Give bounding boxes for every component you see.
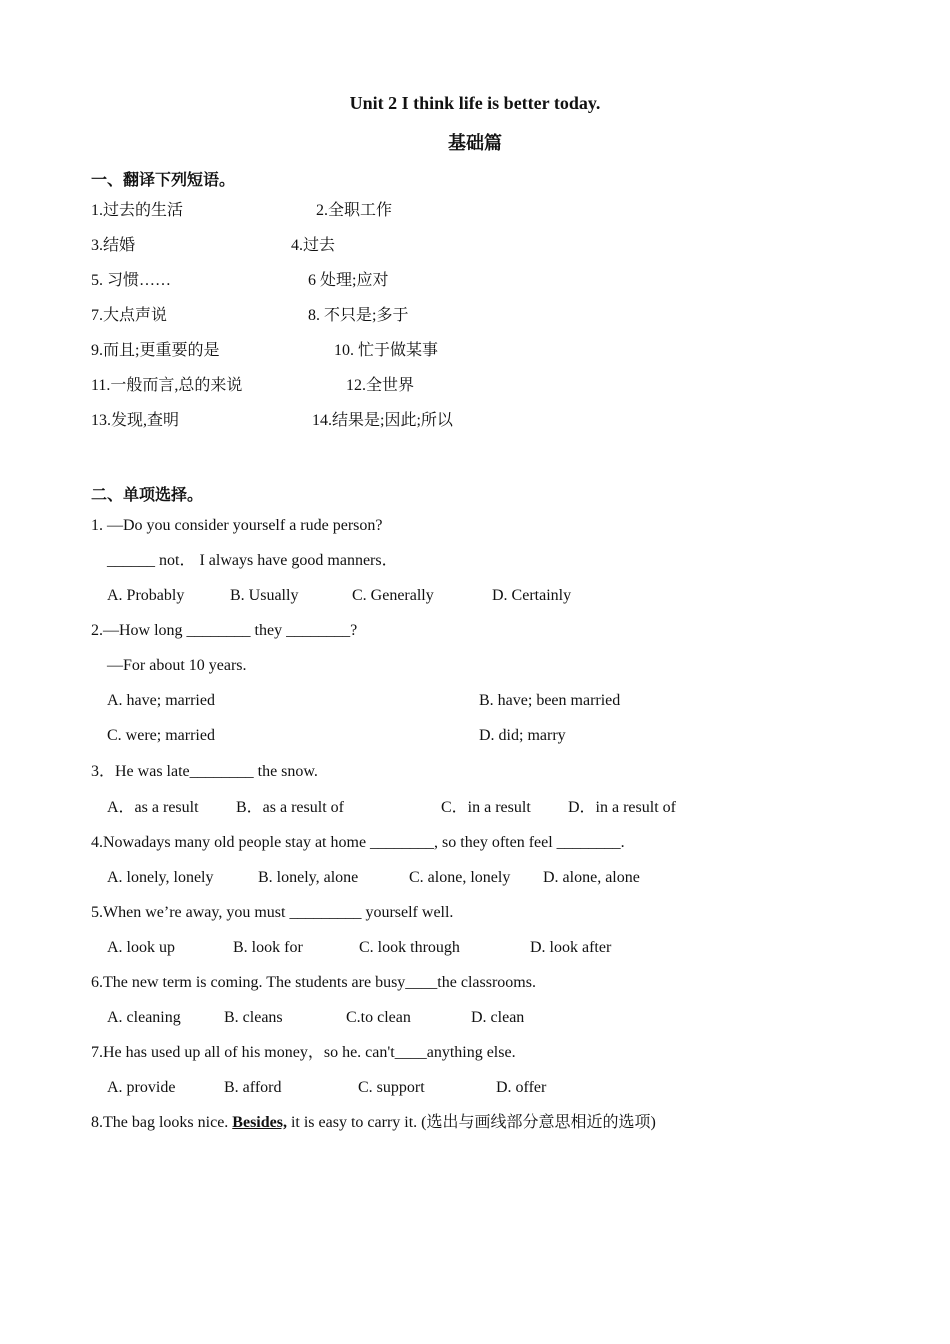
option-a: A. Probably: [107, 587, 185, 604]
option-a: A．as a result: [107, 799, 199, 816]
option-d: D. offer: [496, 1079, 547, 1096]
phrase-item: 7.大点声说: [91, 307, 168, 324]
option-b: B. afford: [224, 1079, 282, 1096]
phrase-item: 6 处理;应对: [308, 272, 389, 289]
option-b: B. look for: [233, 939, 303, 956]
option-c: C. look through: [359, 939, 460, 956]
option-d: D. Certainly: [492, 587, 572, 604]
question-stem: 5.When we’re away, you must _________ yourself well.: [91, 904, 454, 921]
option-a: A. lonely, lonely: [107, 869, 214, 886]
phrase-item: 13.发现,查明: [91, 412, 180, 429]
question-stem: 7.He has used up all of his money，so he. can't____anything else.: [91, 1044, 516, 1061]
section1-heading: 一、翻译下列短语。: [91, 170, 236, 189]
page-title: Unit 2 I think life is better today.: [349, 93, 601, 113]
option-b: B. have; been married: [479, 692, 621, 709]
option-b: B. lonely, alone: [258, 869, 359, 886]
page-subtitle: 基础篇: [448, 133, 502, 154]
phrase-item: 8. 不只是;多于: [308, 307, 409, 324]
option-c: C. support: [358, 1079, 425, 1096]
phrase-item: 1.过去的生活: [91, 202, 184, 219]
stem-post: it is easy to carry it. (选出与画线部分意思相近的选项): [286, 1114, 656, 1131]
option-b: B. Usually: [230, 587, 299, 604]
option-d: D. look after: [530, 939, 612, 956]
question-stem: 3．He was late________ the snow.: [91, 763, 318, 780]
phrase-item: 14.结果是;因此;所以: [312, 412, 453, 429]
option-d: D．in a result of: [568, 799, 676, 816]
underlined-word: Besides,: [232, 1114, 287, 1131]
question-stem-line2: ______ not． I always have good manners．: [107, 552, 398, 569]
option-b: B. cleans: [224, 1009, 283, 1026]
phrase-item: 9.而且;更重要的是: [91, 342, 220, 359]
question-stem: 1. —Do you consider yourself a rude person?: [91, 517, 383, 534]
option-a: A. provide: [107, 1079, 176, 1096]
question-stem: 2.—How long ________ they ________?: [91, 622, 358, 639]
phrase-item: 11.一般而言,总的来说: [91, 377, 243, 394]
option-a: A. have; married: [107, 692, 215, 709]
option-c: C．in a result: [441, 799, 531, 816]
phrase-item: 5. 习惯……: [91, 272, 172, 289]
question-stem: [91, 1113, 656, 1133]
option-c: C.to clean: [346, 1009, 411, 1026]
option-c: C. alone, lonely: [409, 869, 511, 886]
phrase-item: 2.全职工作: [316, 202, 393, 219]
section2-heading: 二、单项选择。: [91, 485, 204, 504]
phrase-item: 12.全世界: [346, 377, 415, 394]
question-stem-line2: —For about 10 years.: [107, 657, 247, 674]
option-d: D. clean: [471, 1009, 525, 1026]
question-stem: 4.Nowadays many old people stay at home ________, so they often feel ________.: [91, 834, 625, 851]
phrase-item: 4.过去: [291, 237, 336, 254]
stem-pre: 8.The bag looks nice.: [91, 1114, 233, 1131]
option-a: A. cleaning: [107, 1009, 181, 1026]
phrase-item: 3.结婚: [91, 237, 136, 254]
option-d: D. did; marry: [479, 727, 566, 744]
option-c: C. Generally: [352, 587, 434, 604]
phrase-item: 10. 忙于做某事: [334, 342, 439, 359]
option-a: A. look up: [107, 939, 175, 956]
question-stem: 6.The new term is coming. The students are busy____the classrooms.: [91, 974, 536, 991]
option-d: D. alone, alone: [543, 869, 640, 886]
option-b: B．as a result of: [236, 799, 344, 816]
option-c: C. were; married: [107, 727, 215, 744]
